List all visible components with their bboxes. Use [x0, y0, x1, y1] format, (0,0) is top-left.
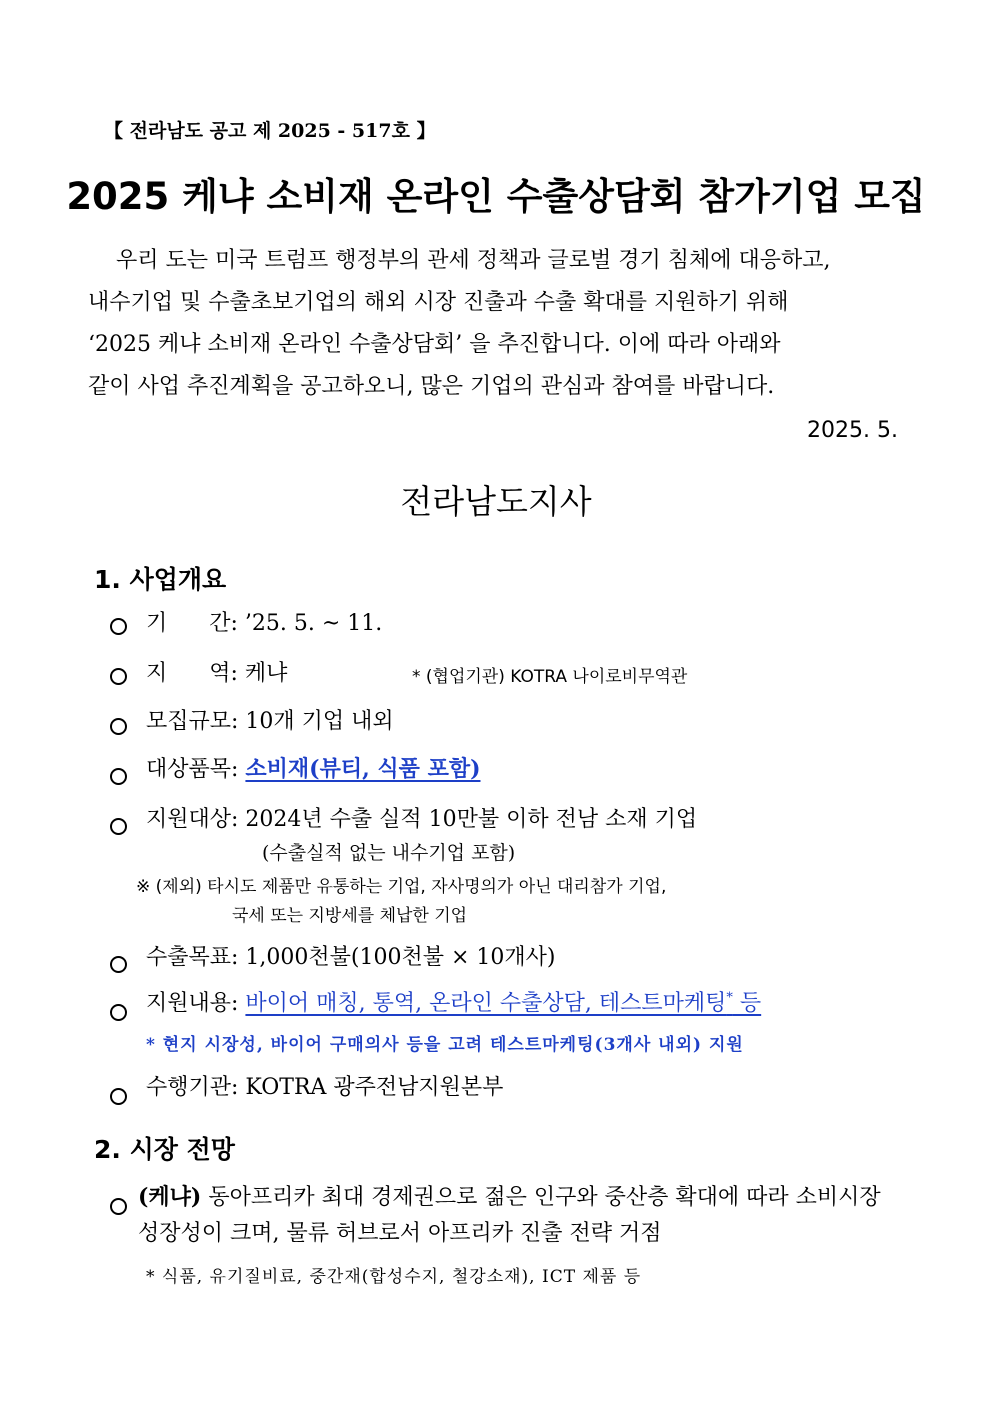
item-value-sup: *: [726, 990, 733, 1006]
item-label: 지 역: [146, 661, 231, 686]
item-note: * (협업기관) KOTRA 나이로비무역관: [412, 667, 688, 687]
intro-line: 같이 사업 추진계획을 공고하오니, 많은 기업의 관심과 참여를 바랍니다.: [88, 374, 775, 399]
overview-item: 모집규모: 10개 기업 내외: [146, 709, 394, 734]
market-item: [138, 1180, 881, 1211]
notice-date: 2025. 5.: [807, 418, 898, 443]
market-note: * 식품, 유기질비료, 중간재(합성수지, 철강소재), ICT 제품 등: [146, 1267, 642, 1287]
overview-item: 지원대상: 2024년 수출 실적 10만불 이하 전남 소재 기업: [146, 807, 698, 832]
overview-item: 수출목표: 1,000천불(100천불 × 10개사): [146, 945, 556, 970]
bullet-circle-icon: [110, 1082, 127, 1108]
overview-item: 수행기관: KOTRA 광주전남지원본부: [146, 1075, 504, 1100]
item-value: KOTRA 광주전남지원본부: [245, 1075, 504, 1100]
bullet-circle-icon: [110, 812, 127, 838]
item-label: 지원내용: [146, 991, 232, 1016]
support-note: * 현지 시장성, 바이어 구매의사 등을 고려 테스트마케팅(3개사 내외) 지원: [146, 1035, 744, 1055]
section-heading: 2. 시장 전망: [94, 1135, 235, 1164]
bullet-circle-icon: [110, 662, 127, 688]
item-label: 수행기관: [146, 1075, 232, 1100]
bullet-circle-icon: [110, 1192, 127, 1218]
market-item-prefix: (케냐): [138, 1184, 202, 1210]
overview-item: 지원내용: 바이어 매칭, 통역, 온라인 수출상담, 테스트마케팅* 등: [146, 990, 762, 1016]
item-value: 2024년 수출 실적 10만불 이하 전남 소재 기업: [245, 807, 698, 832]
item-sub: (수출실적 없는 내수기업 포함): [262, 842, 516, 864]
item-label: 기 간: [146, 611, 231, 636]
item-label: 모집규모: [146, 709, 232, 734]
exclusion-note-cont: 국세 또는 지방세를 체납한 기업: [232, 906, 468, 926]
intro-line: ‘2025 케냐 소비재 온라인 수출상담회’ 을 추진합니다. 이에 따라 아래와: [88, 332, 781, 357]
item-value-group: [245, 991, 761, 1016]
bullet-circle-icon: [110, 612, 127, 638]
exclusion-note: ※ (제외) 타시도 제품만 유통하는 기업, 자사명의가 아닌 대리참가 기업,: [136, 877, 667, 897]
item-label: 수출목표: [146, 945, 232, 970]
item-value: 케냐: [244, 661, 288, 686]
item-value: 10개 기업 내외: [245, 709, 394, 734]
overview-item: 기 간: ’25. 5. ~ 11.: [146, 611, 383, 636]
item-value: 바이어 매칭, 통역, 온라인 수출상담, 테스트마케팅: [245, 991, 727, 1016]
bullet-circle-icon: [110, 762, 127, 788]
item-value: ’25. 5. ~ 11.: [244, 611, 383, 636]
bullet-circle-icon: [110, 950, 127, 976]
overview-item: 대상품목: 소비재(뷰티, 식품 포함): [146, 756, 481, 782]
intro-line: 우리 도는 미국 트럼프 행정부의 관세 정책과 글로벌 경기 침체에 대응하고,: [116, 248, 831, 273]
issuer-name: 전라남도지사: [400, 482, 592, 521]
item-label: 지원대상: [146, 807, 232, 832]
item-value: 소비재(뷰티, 식품 포함): [245, 756, 481, 782]
intro-paragraph: [88, 240, 900, 408]
item-value-tail: 등: [732, 991, 762, 1016]
market-item-text: 동아프리카 최대 경제권으로 젊은 인구와 중산층 확대에 따라 소비시장: [201, 1185, 881, 1210]
notice-number: 【 전라남도 공고 제 2025 - 517호 】: [104, 120, 436, 142]
market-item-cont: 성장성이 크며, 물류 허브로서 아프리카 진출 전략 거점: [138, 1221, 662, 1246]
page-title: 2025 케냐 소비재 온라인 수출상담회 참가기업 모집: [66, 175, 926, 218]
item-label: 대상품목: [146, 757, 232, 782]
section-heading: 1. 사업개요: [94, 565, 227, 594]
intro-line: 내수기업 및 수출초보기업의 해외 시장 진출과 수출 확대를 지원하기 위해: [88, 290, 789, 315]
item-value: 1,000천불(100천불 × 10개사): [245, 945, 556, 970]
bullet-circle-icon: [110, 712, 127, 738]
bullet-circle-icon: [110, 998, 127, 1024]
overview-item: 지 역: 케냐: [146, 661, 288, 686]
